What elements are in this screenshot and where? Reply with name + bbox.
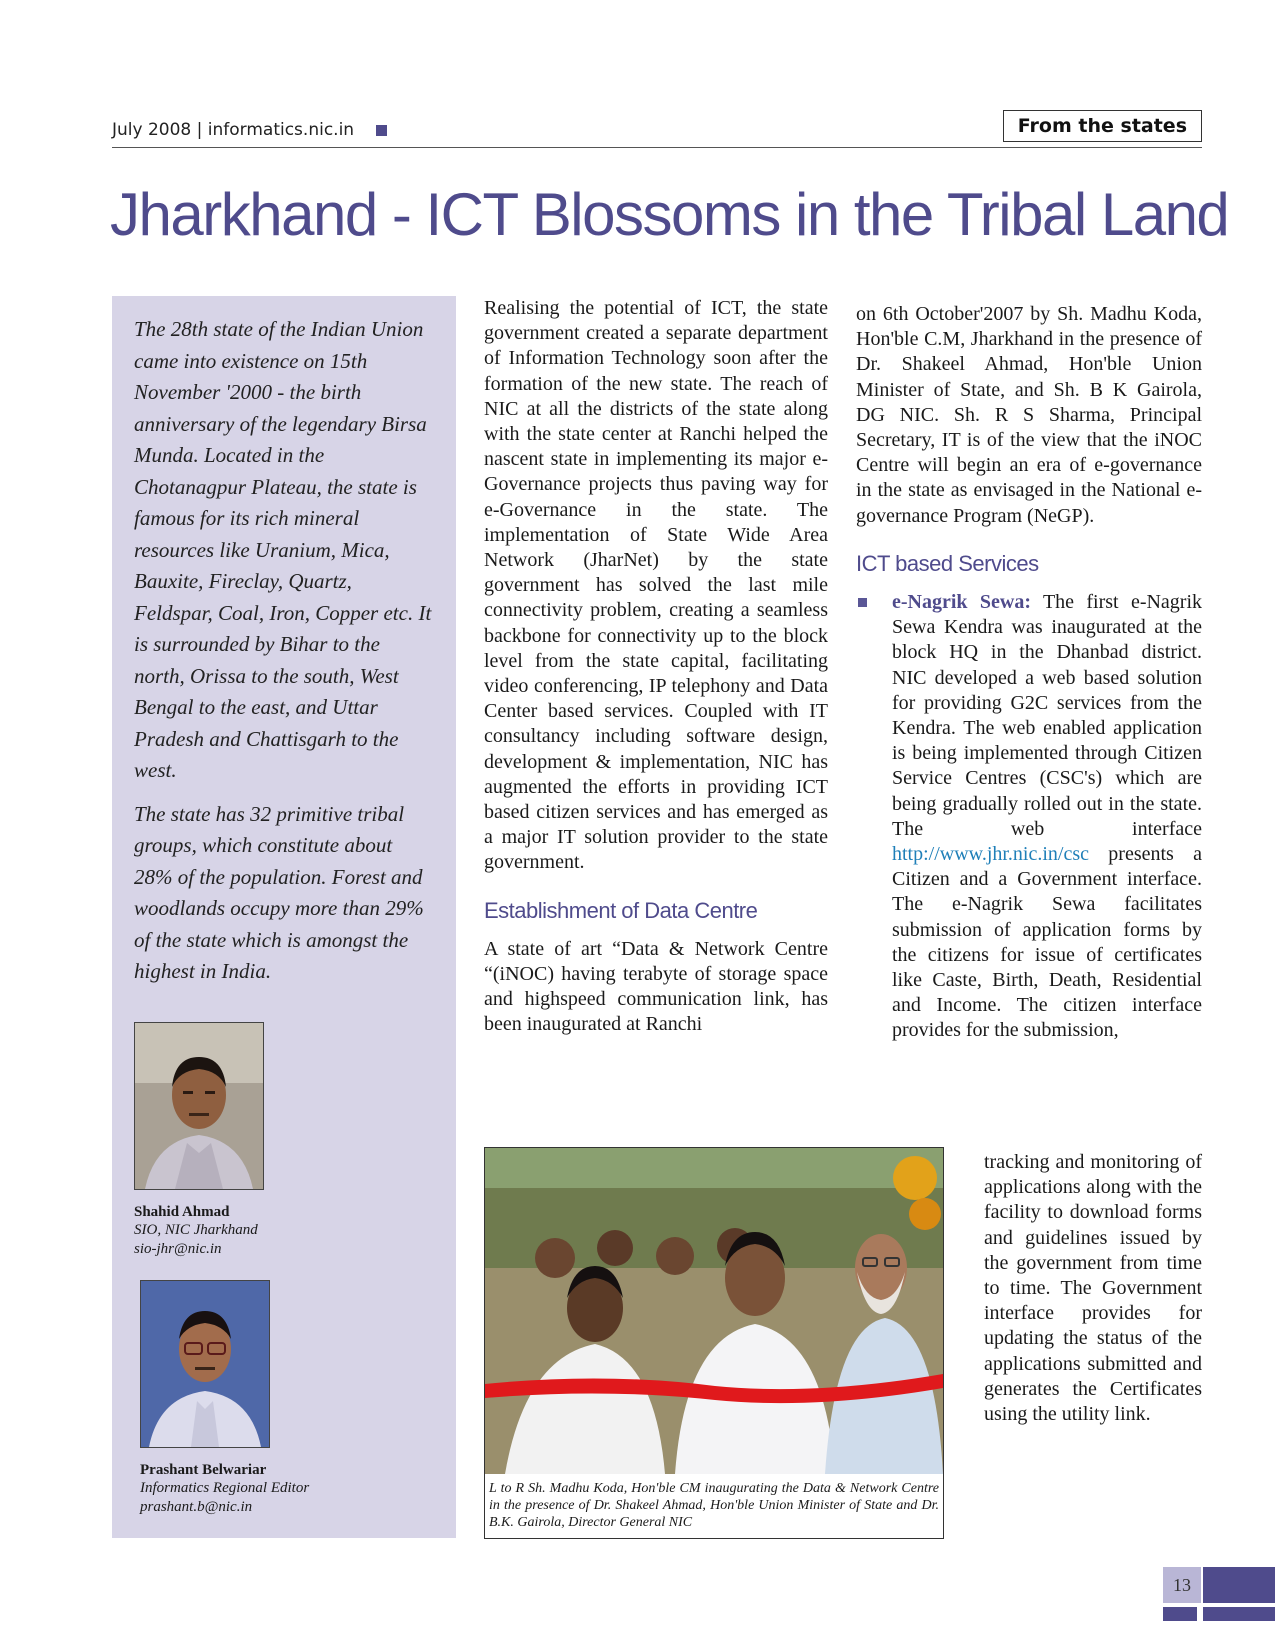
bullet-text-1: The first e-Nagrik Sewa Kendra was inaugurated at the block HQ in the Dhanbad district. NIC developed a web based solution for providing G2C services from the Kendra. The web enabled application is being implemented through Citizen Service Centres (CSC's) which are being gradually rolled out in the state. The web interface — [892, 591, 1203, 840]
section-label: From the states — [1003, 110, 1202, 142]
intro-sidebar — [112, 296, 456, 1538]
article-column-2 — [484, 296, 828, 1038]
body-paragraph-2: A state of art “Data & Network Centre “(iNOC) having terabyte of storage space and highspeed communication link, has been inaugurated at Ranchi — [484, 937, 828, 1036]
footer-block — [1163, 1607, 1197, 1621]
square-bullet-icon — [858, 598, 867, 607]
photo-figure — [484, 1147, 944, 1539]
issue-text: July 2008 | informatics.nic.in — [112, 120, 355, 140]
csc-link[interactable]: http://www.jhr.nic.in/csc — [892, 843, 1090, 866]
article-column-3 — [856, 302, 1202, 1044]
bullet-item-enagrik — [856, 590, 1202, 1044]
author-name-2: Prashant Belwariar — [140, 1462, 267, 1478]
intro-paragraph-1: The 28th state of the Indian Union came into existence on 15th November '2000 - the birth anniversary of the legendary Birsa Munda. Located in the Chotanagpur Plateau, the state is famous for its rich mineral resources like Uranium, Mica, Bauxite, Fireclay, Quartz, Feldspar, Coal, Iron, Copper etc. It is surrounded by Bihar to the north, Orissa to the south, West Bengal to the east, and Uttar Pradesh and Chattisgarh to the west. — [134, 317, 432, 782]
intro-paragraph-2: The state has 32 primitive tribal groups, which constitute about 28% of the population. Forest and woodlands occupy more than 29% of the state which is amongst the highest in India. — [134, 801, 424, 983]
photo-caption: L to R Sh. Madhu Koda, Hon'ble CM inaugurating the Data & Network Centre in the presence of Dr. Shakeel Ahmad, Hon'ble Union Minister of State and Dr. B.K. Gairola, Director General NIC — [489, 1481, 939, 1530]
bullet-title: e-Nagrik Sewa: — [892, 591, 1031, 614]
author-card-2 — [140, 1280, 309, 1517]
author-email-1: sio-jhr@nic.in — [134, 1241, 222, 1257]
author-photo-2 — [140, 1280, 270, 1448]
page-number: 13 — [1163, 1567, 1201, 1603]
author-photo-1 — [134, 1022, 264, 1190]
author-role-2: Informatics Regional Editor — [140, 1480, 310, 1496]
body-paragraph-3: on 6th October'2007 by Sh. Madhu Koda, Hon'ble C.M, Jharkhand in the presence of Dr. Shakeel Ahmad, Hon'ble Union Minister of State, and Sh. B K Gairola, DG NIC. Sh. R S Sharma, Principal Secretary, IT is of the view that the iNOC Centre will begin an era of e-governance in the state as envisaged in the National e-governance Program (NeGP). — [856, 303, 1202, 527]
section-heading-ict-services: ICT based Services — [856, 550, 1039, 576]
section-heading-data-centre: Establishment of Data Centre — [484, 897, 758, 923]
bullet-text-2: presents a Citizen and a Government interface. The e-Nagrik Sewa facilitates submission of application forms by the citizens for issue of certificates like Caste, Birth, Death, Residential and Income. The citizen interface provides for the submission, — [892, 843, 1202, 1042]
square-icon — [376, 125, 387, 136]
article-title: Jharkhand - ICT Blossoms in the Tribal Land — [110, 181, 1229, 248]
person-portrait-icon — [141, 1281, 269, 1447]
author-name-1: Shahid Ahmad — [134, 1204, 230, 1220]
header-rule — [112, 147, 1202, 148]
person-portrait-icon — [135, 1023, 263, 1189]
footer-block — [1203, 1567, 1275, 1603]
footer-block — [1203, 1607, 1275, 1621]
author-card-1 — [134, 1022, 264, 1259]
article-column-3-continued — [984, 1150, 1202, 1427]
body-paragraph-4: tracking and monitoring of applications along with the facility to download forms and guidelines issued by the government from time to time. The Government interface provides for updating the status of the applications submitted and generates the Certificates using the utility link. — [984, 1151, 1202, 1426]
ribbon-cutting-photo-icon — [485, 1148, 943, 1474]
body-paragraph-1: Realising the potential of ICT, the state government created a separate department of Information Technology soon after the formation of the new state. The reach of NIC at all the districts of the state along with the state center at Ranchi helped the nascent state in implementing its major e-Governance projects thus paving way for e-Governance in the state. The implementation of State Wide Area Network (JharNet) by the state government has solved the last mile connectivity problem, creating a seamless backbone for connectivity up to the block level from the state capital, facilitating video conferencing, IP telephony and Data Center based services. Coupled with IT consultancy including software design, development & implementation, NIC has augmented the efforts in providing ICT based citizen services and has emerged as a major IT solution provider to the state government. — [484, 297, 828, 874]
author-role-1: SIO, NIC Jharkhand — [134, 1222, 258, 1238]
inauguration-photo — [485, 1148, 943, 1474]
author-email-2: prashant.b@nic.in — [140, 1499, 253, 1515]
issue-header — [112, 120, 387, 140]
